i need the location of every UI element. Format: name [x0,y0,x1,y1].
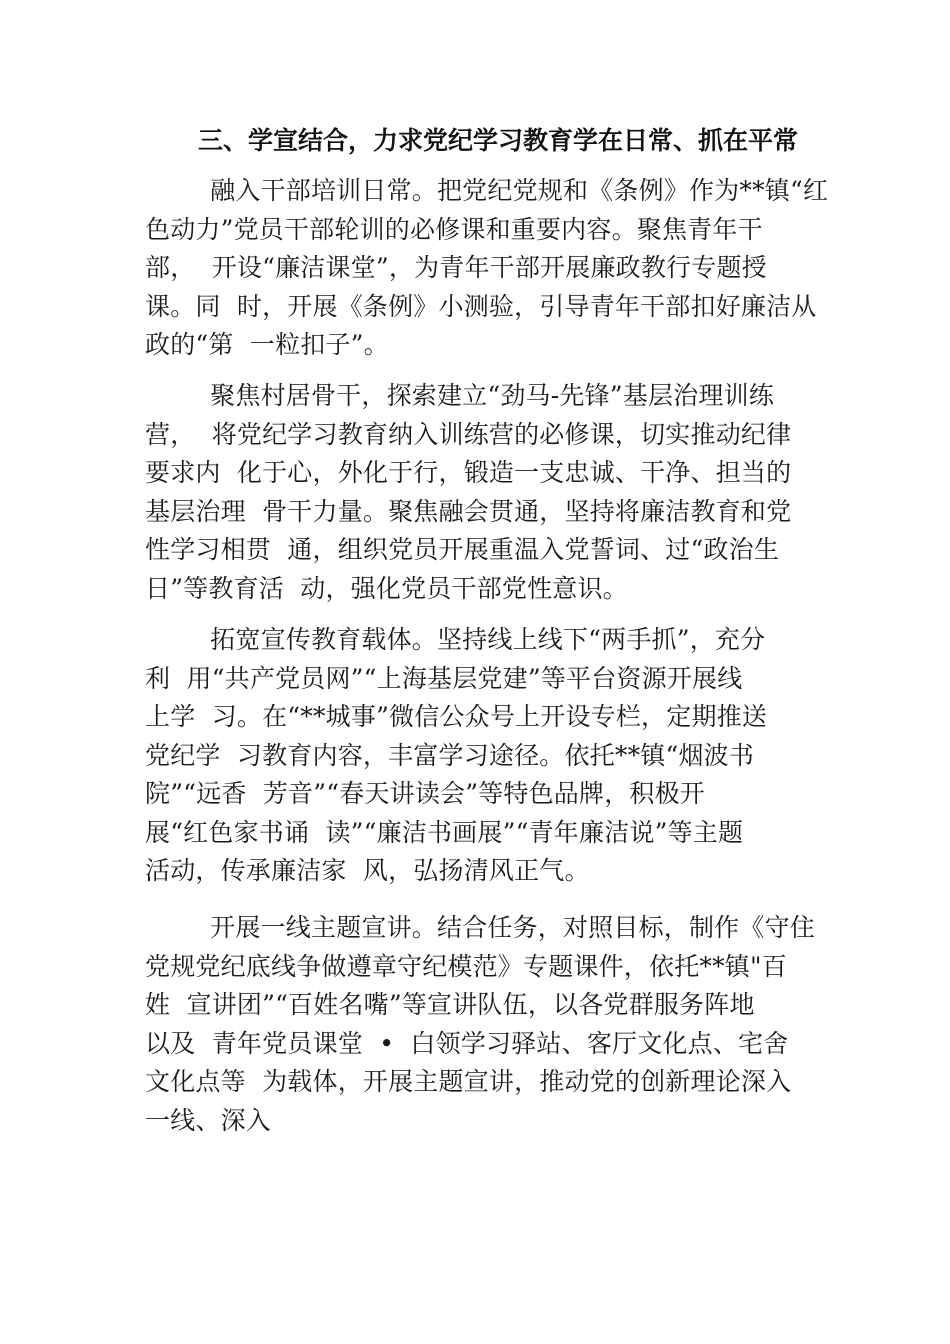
text-line: 院”“远香 芳音”“春天讲读会”等特色品牌，积极开 [145,779,705,808]
text-line: 拓宽宣传教育载体。坚持线上线下“两手抓”，充分 [145,625,766,654]
text-line: 融入干部培训日常。把党纪党规和《条例》作为**镇“红 [145,176,829,205]
text-line: 聚焦村居骨干，探索建立“劲马-先锋”基层治理训练 [145,381,774,410]
text-line: 开展一线主题宣讲。结合任务，对照目标，制作《守住 [145,913,815,942]
text-line: 文化点等 为载体，开展主题宣讲，推动党的创新理论深入 [145,1067,792,1096]
section-heading: 三、学宣结合，力求党纪学习教育学在日常、抓在平常 [198,126,799,155]
text-line: 以及 青年党员课堂 • 白领学习驿站、客厅文化点、宅舍 [145,1028,789,1058]
text-line: 色动力”党员干部轮训的必修课和重要内容。聚焦青年干 [145,214,763,244]
text-line: 要求内 化于心，外化于行，锻造一支忠诚、干净、担当的 [145,458,792,487]
text-line: 基层治理 骨干力量。聚焦融会贯通，坚持将廉洁教育和党 [145,496,792,526]
text-line: 部， 开设“廉洁课堂”，为青年干部开展廉政教行专题授 [145,253,767,282]
text-line: 课。同 时，开展《条例》小测验，引导青年干部扣好廉洁从 [145,291,817,321]
text-line: 性学习相贯 通，组织党员开展重温入党誓词、过“政治生 [145,535,780,564]
text-line: 展“红色家书诵 读”“廉洁书画展”“青年廉洁说”等主题 [145,817,744,847]
paragraph-village-backbone [145,377,825,608]
text-line: 活动，传承廉洁家 风，弘扬清风正气。 [145,856,590,885]
text-line: 日”等教育活 动，强化党员干部党性意识。 [145,573,628,603]
paragraph-cadre-training [145,172,829,365]
text-line: 营， 将党纪学习教育纳入训练营的必修课，切实推动纪律 [145,419,792,449]
text-line: 姓 宣讲团”“百姓名嘴”等宣讲队伍，以各党群服务阵地 [145,990,755,1019]
text-line: 政的“第 一粒扣子”。 [145,330,389,359]
paragraph-frontline-lectures [145,909,825,1140]
text-line: 党规党纪底线争做遵章守纪模范》专题课件，依托**镇"百 [145,951,787,981]
text-line: 利 用“共产党员网”“上海基层党建”等平台资源开展线 [145,663,743,693]
paragraph-publicity-carriers [145,621,825,891]
text-line: 一线、深入 [145,1105,272,1135]
text-line: 党纪学 习教育内容，丰富学习途径。依托**镇“烟波书 [145,740,755,770]
text-line: 上学 习。在“**城事”微信公众号上开设专栏，定期推送 [145,702,768,731]
